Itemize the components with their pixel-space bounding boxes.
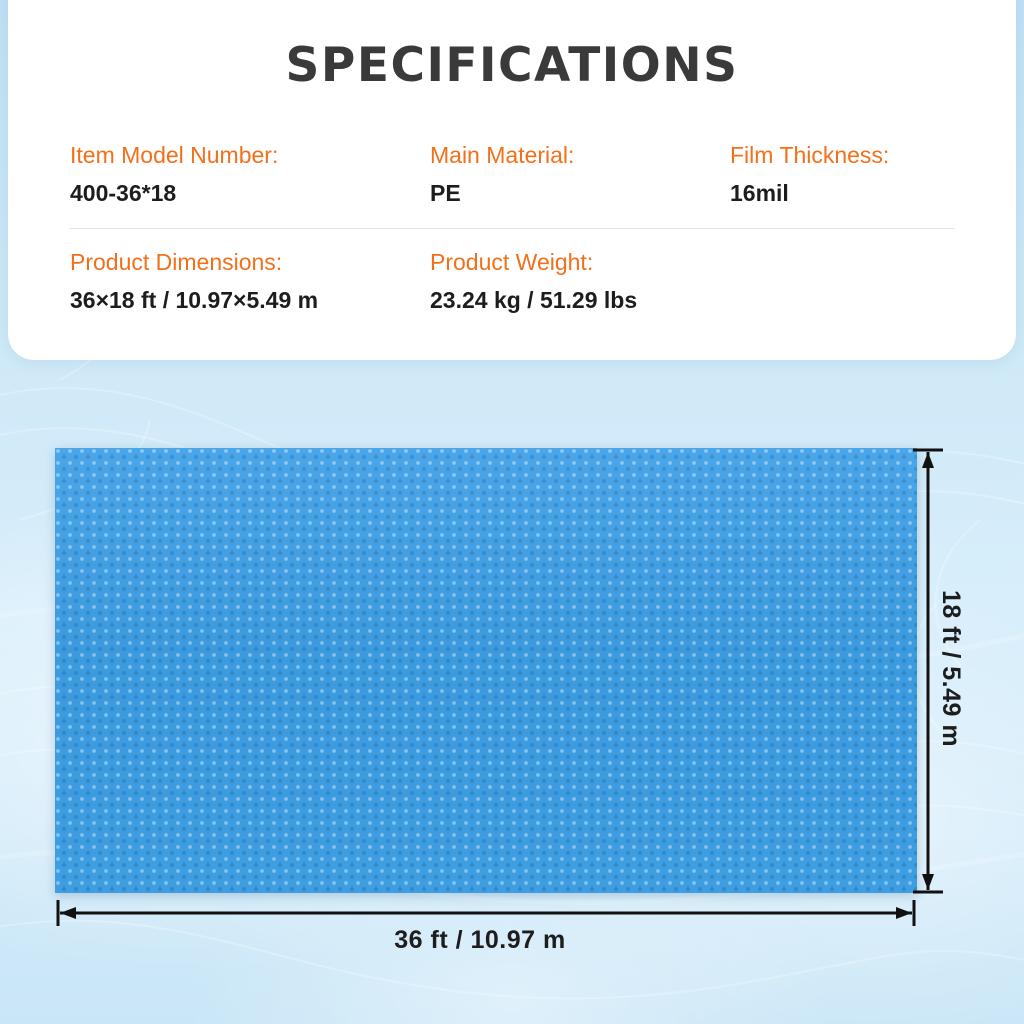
dimension-label-width: 36 ft / 10.97 m [394, 926, 566, 954]
spec-label: Item Model Number: [70, 142, 279, 168]
spec-item-model-number [70, 138, 430, 210]
spec-row [70, 138, 954, 228]
spec-value: PE [430, 180, 461, 206]
spec-item-film-thickness [730, 138, 954, 210]
spec-value: 36×18 ft / 10.97×5.49 m [70, 287, 319, 313]
spec-label: Main Material: [430, 142, 575, 168]
spec-label: Film Thickness: [730, 142, 890, 168]
spec-item-product-weight [430, 245, 730, 317]
spec-value: 23.24 kg / 51.29 lbs [430, 287, 638, 313]
spec-label: Product Weight: [430, 249, 594, 275]
dimension-label-height: 18 ft / 5.49 m [937, 590, 965, 748]
spec-item-main-material [430, 138, 730, 210]
spec-row [70, 229, 954, 327]
dimension-arrow-horizontal [48, 898, 923, 928]
product-image-pool-cover [55, 448, 917, 893]
spec-item-product-dimensions [70, 245, 430, 317]
spec-label: Product Dimensions: [70, 249, 283, 275]
spec-value: 16mil [730, 180, 789, 206]
specifications-grid [70, 138, 954, 327]
spec-value: 400-36*18 [70, 180, 177, 206]
page-title: SPECIFICATIONS [285, 38, 739, 93]
specifications-card [8, 0, 1016, 360]
